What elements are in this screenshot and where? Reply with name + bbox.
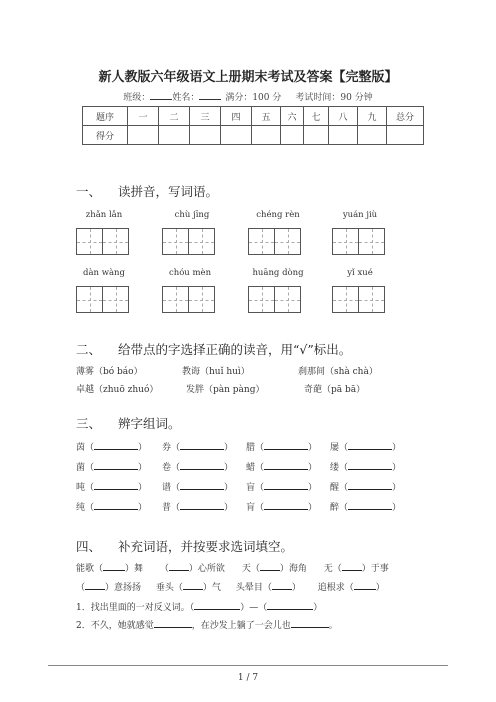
score-header-cell: 三 (190, 107, 221, 126)
word-group-item (76, 500, 147, 513)
word-group-item (330, 440, 401, 453)
page-number: 1 / 7 (237, 673, 259, 683)
idiom-row (76, 580, 385, 593)
question-1 (76, 600, 322, 613)
word-group-char: 纯 (76, 503, 86, 513)
reading-choice[interactable]: 薄雾（bó báo） (76, 367, 143, 377)
pinyin: dàn wàng (83, 268, 125, 278)
idiom-text: 能歌（ (76, 564, 104, 574)
score-cell[interactable] (281, 126, 304, 145)
reading-choice[interactable]: 发胖（pàn pàng） (186, 385, 265, 395)
section-number: 四、 (76, 539, 102, 554)
score-cell[interactable] (304, 126, 329, 145)
paren-open: （ (339, 483, 349, 493)
paren-close: ） (224, 503, 234, 513)
paren-close: ） (308, 443, 318, 453)
section-title: 辨字组词。 (118, 416, 181, 431)
question-text: 1．找出里面的一对反义词。（ (76, 603, 195, 613)
word-group-char: 屡 (330, 443, 340, 453)
reading-choice[interactable]: 刹那间（shà chà） (298, 367, 378, 377)
idiom-blank[interactable] (272, 580, 292, 590)
word-group-item (76, 480, 147, 493)
word-group-char: 券 (162, 443, 172, 453)
word-group-char: 缕 (330, 463, 340, 473)
writing-grid[interactable] (162, 228, 215, 255)
pinyin: chéng rèn (256, 210, 300, 220)
idiom-text: ）气 (202, 583, 221, 593)
score-header-cell: 二 (159, 107, 190, 126)
score-cell[interactable] (190, 126, 221, 145)
paren-open: （ (171, 483, 181, 493)
paren-open: （ (171, 443, 181, 453)
paren-close: ） (392, 463, 402, 473)
page-title: 新人教版六年级语文上册期末考试及答案【完整版】 (98, 70, 398, 85)
word-group-item (246, 460, 317, 473)
section-title: 读拼音，写词语。 (118, 184, 219, 199)
paren-open: （ (255, 443, 265, 453)
score-cell[interactable] (252, 126, 281, 145)
idiom-text: ）意扬扬 (105, 583, 142, 593)
paren-close: ） (392, 443, 402, 453)
paren-close: ） (224, 483, 234, 493)
reading-choice[interactable]: 卓越（zhuō zhuó） (76, 385, 159, 395)
idiom-text: ） (375, 583, 385, 593)
writing-grid[interactable] (248, 228, 301, 255)
paren-close: ） (308, 463, 318, 473)
question-2 (76, 618, 338, 631)
word-blank[interactable] (94, 500, 138, 510)
writing-grid[interactable] (76, 286, 129, 313)
idiom-text: 无（ (323, 564, 342, 574)
paren-close: ） (392, 483, 402, 493)
score-header-cell: 题序 (83, 107, 128, 126)
full-score: 满分：100 分 (225, 93, 282, 103)
score-value-row (83, 126, 424, 145)
word-group-item (330, 500, 401, 513)
section-number: 三、 (76, 416, 102, 431)
paren-open: （ (255, 483, 265, 493)
score-cell[interactable] (358, 126, 387, 145)
word-blank[interactable] (264, 500, 308, 510)
answer-blank[interactable] (291, 618, 329, 628)
pinyin: chóu mèn (168, 268, 212, 278)
word-group-item (162, 460, 233, 473)
answer-blank[interactable] (154, 618, 192, 628)
pinyin: chù jīng (174, 210, 210, 220)
score-cell[interactable] (159, 126, 190, 145)
paren-close: ） (138, 503, 148, 513)
word-blank[interactable] (180, 480, 224, 490)
question-text: 2．不久，她就感觉 (76, 621, 154, 631)
writing-grid[interactable] (162, 286, 215, 313)
question-text: 。 (328, 621, 338, 631)
word-group-item (76, 460, 147, 473)
score-cell[interactable] (128, 126, 159, 145)
paren-open: （ (85, 443, 95, 453)
writing-grid[interactable] (248, 286, 301, 313)
word-group-char: 茵 (76, 443, 86, 453)
word-group-item (246, 480, 317, 493)
idiom-text: ） (291, 583, 301, 593)
class-blank (150, 90, 172, 100)
word-blank[interactable] (348, 480, 392, 490)
score-header-cell: 八 (329, 107, 358, 126)
answer-blank[interactable] (194, 600, 240, 610)
word-blank[interactable] (94, 460, 138, 470)
paren-open: （ (85, 503, 95, 513)
pinyin: yǐ xué (347, 268, 373, 278)
paren-close: ） (308, 503, 318, 513)
word-blank[interactable] (180, 460, 224, 470)
idiom-text: ）海角 (279, 564, 307, 574)
name-blank (199, 90, 221, 100)
score-cell[interactable] (387, 126, 424, 145)
word-blank[interactable] (348, 500, 392, 510)
idiom-text: 追根求（ (317, 583, 354, 593)
word-group-item (246, 500, 317, 513)
word-group-char: 蜡 (246, 463, 256, 473)
idiom-blank[interactable] (260, 561, 280, 571)
word-blank[interactable] (264, 480, 308, 490)
paren-close: ） (308, 483, 318, 493)
paren-close: ） (224, 443, 234, 453)
idiom-row (76, 561, 389, 574)
word-blank[interactable] (348, 440, 392, 450)
word-group-char: 盲 (246, 483, 256, 493)
paren-open: （ (339, 443, 349, 453)
score-table (82, 106, 424, 145)
word-blank[interactable] (264, 440, 308, 450)
section2-heading (76, 340, 351, 358)
section4-heading (76, 537, 293, 555)
word-blank[interactable] (180, 500, 224, 510)
idiom-text: （ (76, 583, 86, 593)
idiom-blank[interactable] (183, 580, 203, 590)
reading-choice[interactable]: 奇葩（pā bā） (304, 385, 366, 395)
section-title: 给带点的字选择正确的读音，用“√”标出。 (118, 342, 352, 357)
idiom-text: 头晕目（ (235, 583, 272, 593)
idiom-blank[interactable] (342, 561, 362, 571)
paren-close: ） (138, 483, 148, 493)
paren-open: （ (171, 463, 181, 473)
score-header-cell: 六 (281, 107, 304, 126)
word-blank[interactable] (348, 460, 392, 470)
word-group-item (162, 480, 233, 493)
question-text: ，在沙发上躺了一会儿也 (191, 621, 291, 631)
section1-heading (76, 182, 218, 200)
word-group-char: 菌 (76, 463, 86, 473)
pinyin: huāng dòng (252, 268, 304, 278)
word-group-item (330, 460, 401, 473)
idiom-text: ）心所欲 (188, 564, 225, 574)
score-header-cell: 总分 (387, 107, 424, 126)
paren-close: ） (138, 463, 148, 473)
idiom-text: 垂头（ (155, 583, 183, 593)
writing-grid[interactable] (76, 228, 129, 255)
score-row-label: 得分 (83, 126, 128, 145)
paren-open: （ (85, 463, 95, 473)
word-group-char: 谱 (162, 483, 172, 493)
section-number: 一、 (76, 184, 102, 199)
reading-choice[interactable]: 教诲（huǐ huì） (182, 367, 250, 377)
idiom-blank[interactable] (354, 580, 376, 590)
word-group-item (246, 440, 317, 453)
score-header-cell: 四 (221, 107, 252, 126)
idiom-text: 天（ (241, 564, 260, 574)
paren-open: （ (171, 503, 181, 513)
score-cell[interactable] (221, 126, 252, 145)
word-blank[interactable] (180, 440, 224, 450)
word-group-item (162, 500, 233, 513)
word-group-item (162, 440, 233, 453)
paren-open: （ (339, 503, 349, 513)
idiom-text: ）舞 (125, 564, 144, 574)
section3-heading (76, 414, 181, 432)
idiom-blank[interactable] (103, 561, 125, 571)
answer-blank[interactable] (267, 600, 313, 610)
score-header-row (83, 107, 424, 126)
class-label: 班级： (123, 93, 151, 103)
idiom-text: ）于事 (361, 564, 389, 574)
pinyin: zhǎn lǎn (85, 210, 123, 220)
word-group-char: 普 (162, 503, 172, 513)
section-title: 补充词语，并按要求选词填空。 (118, 539, 294, 554)
writing-grid[interactable] (332, 286, 385, 313)
word-group-char: 吨 (76, 483, 86, 493)
paren-close: ） (138, 443, 148, 453)
paren-close: ） (224, 463, 234, 473)
score-cell[interactable] (329, 126, 358, 145)
score-header-cell: 一 (128, 107, 159, 126)
writing-grid[interactable] (332, 228, 385, 255)
word-blank[interactable] (264, 460, 308, 470)
idiom-blank[interactable] (85, 580, 105, 590)
idiom-text: （ (159, 564, 169, 574)
paren-open: （ (255, 463, 265, 473)
score-header-cell: 七 (304, 107, 329, 126)
word-group-char: 腊 (246, 443, 256, 453)
exam-info (0, 90, 496, 103)
word-group-char: 卷 (162, 463, 172, 473)
word-group-char: 肓 (246, 503, 256, 513)
exam-time: 考试时间：90 分钟 (295, 93, 373, 103)
footer-divider (48, 665, 448, 666)
paren-open: （ (339, 463, 349, 473)
word-group-item (330, 480, 401, 493)
question-text: ）—（ (240, 603, 268, 613)
word-group-item (76, 440, 147, 453)
word-blank[interactable] (94, 480, 138, 490)
idiom-blank[interactable] (169, 561, 189, 571)
word-group-char: 醒 (330, 483, 340, 493)
paren-open: （ (85, 483, 95, 493)
score-header-cell: 九 (358, 107, 387, 126)
paren-close: ） (392, 503, 402, 513)
section-number: 二、 (76, 342, 102, 357)
score-header-cell: 五 (252, 107, 281, 126)
name-label: 姓名： (172, 93, 200, 103)
paren-open: （ (255, 503, 265, 513)
pinyin: yuán jiù (342, 210, 378, 220)
question-text: ） (313, 603, 323, 613)
word-blank[interactable] (94, 440, 138, 450)
word-group-char: 醉 (330, 503, 340, 513)
